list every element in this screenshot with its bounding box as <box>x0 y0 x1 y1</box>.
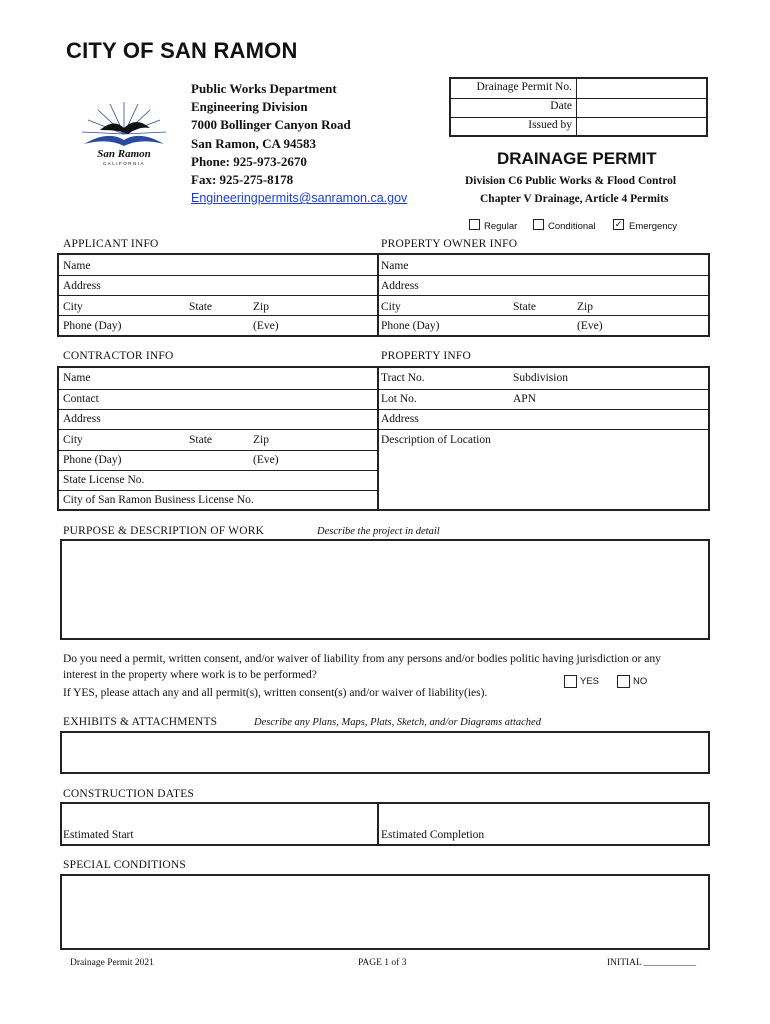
regular-checkbox[interactable] <box>469 219 480 230</box>
dept-line: San Ramon, CA 94583 <box>191 135 316 151</box>
logo-text: San Ramon <box>97 148 151 160</box>
applicant-zip-field[interactable]: Zip <box>253 301 269 313</box>
estimated-completion-field[interactable]: Estimated Completion <box>381 829 485 841</box>
owner-phone-day-field[interactable]: Phone (Day) <box>381 320 440 332</box>
yes-checkbox[interactable] <box>564 675 577 688</box>
dept-line: Fax: 925-275-8178 <box>191 172 294 188</box>
apn-field[interactable]: APN <box>513 393 537 405</box>
applicant-name-field[interactable]: Name <box>63 260 91 272</box>
no-label: NO <box>633 676 648 687</box>
contractor-business-license-field[interactable]: City of San Ramon Business License No. <box>63 494 254 506</box>
issued-by-label: Issued by <box>528 119 572 131</box>
logo-subtext: CALIFORNIA <box>102 161 146 166</box>
emergency-checkbox[interactable] <box>613 219 624 230</box>
purpose-heading: PURPOSE & DESCRIPTION OF WORK <box>63 525 265 537</box>
permit-question <box>63 651 713 683</box>
owner-city-field[interactable]: City <box>381 301 401 313</box>
dept-line: Engineering Division <box>191 99 308 115</box>
owner-state-field[interactable]: State <box>513 301 536 313</box>
question-line-1: Do you need a permit, written consent, and/or waiver of liability from any persons and/or bodies politic having jurisdiction or any <box>63 653 661 665</box>
purpose-textarea[interactable] <box>60 539 710 640</box>
conditional-label: Conditional <box>548 221 596 232</box>
question-line-2: interest in the property where work is to be performed? <box>63 669 317 681</box>
permit-no-label: Drainage Permit No. <box>476 81 572 93</box>
dept-line: Phone: 925-973-2670 <box>191 153 307 169</box>
applicant-address-field[interactable]: Address <box>63 280 101 292</box>
email-link[interactable]: Engineeringpermits@sanramon.ca.gov <box>191 191 408 206</box>
owner-address-field[interactable]: Address <box>381 280 419 292</box>
applicant-phone-eve-field[interactable]: (Eve) <box>253 320 279 332</box>
footer-initial[interactable]: INITIAL ___________ <box>607 958 697 968</box>
contractor-city-field[interactable]: City <box>63 434 83 446</box>
city-title: CITY OF SAN RAMON <box>66 38 298 63</box>
check-icon: ✓ <box>614 219 623 229</box>
construction-heading: CONSTRUCTION DATES <box>63 788 195 800</box>
no-checkbox[interactable] <box>617 675 630 688</box>
footer-page: PAGE 1 of 3 <box>358 958 407 968</box>
estimated-start-field[interactable]: Estimated Start <box>63 829 134 841</box>
exhibits-hint: Describe any Plans, Maps, Plats, Sketch, and/or Diagrams attached <box>254 717 541 728</box>
contractor-state-field[interactable]: State <box>189 434 212 446</box>
issued-by-row[interactable] <box>451 117 706 136</box>
contractor-name-field[interactable]: Name <box>63 372 91 384</box>
exhibits-heading: EXHIBITS & ATTACHMENTS <box>63 716 218 728</box>
contractor-phone-eve-field[interactable]: (Eve) <box>253 454 279 466</box>
owner-name-field[interactable]: Name <box>381 260 409 272</box>
san-ramon-logo <box>78 100 170 170</box>
property-address-field[interactable]: Address <box>381 413 419 425</box>
special-conditions-heading: SPECIAL CONDITIONS <box>63 859 186 871</box>
footer-left: Drainage Permit 2021 <box>70 958 154 968</box>
lot-no-field[interactable]: Lot No. <box>381 393 417 405</box>
permit-subtitle-2: Chapter V Drainage, Article 4 Permits <box>480 193 669 205</box>
purpose-hint: Describe the project in detail <box>317 526 440 537</box>
permit-title: DRAINAGE PERMIT <box>497 149 657 168</box>
regular-label: Regular <box>484 221 518 232</box>
special-conditions-textarea[interactable] <box>60 874 710 950</box>
contractor-heading: CONTRACTOR INFO <box>63 350 174 362</box>
conditional-checkbox[interactable] <box>533 219 544 230</box>
applicant-heading: APPLICANT INFO <box>63 238 159 250</box>
applicant-city-field[interactable]: City <box>63 301 83 313</box>
owner-zip-field[interactable]: Zip <box>577 301 593 313</box>
emergency-label: Emergency <box>629 221 678 232</box>
contractor-contact-field[interactable]: Contact <box>63 393 99 405</box>
dept-line: 7000 Bollinger Canyon Road <box>191 117 351 133</box>
permit-subtitle-1: Division C6 Public Works & Flood Control <box>465 175 677 187</box>
applicant-phone-day-field[interactable]: Phone (Day) <box>63 320 122 332</box>
contractor-zip-field[interactable]: Zip <box>253 434 269 446</box>
permit-info-table <box>449 77 708 137</box>
owner-heading: PROPERTY OWNER INFO <box>381 238 518 250</box>
location-description-field[interactable]: Description of Location <box>381 434 491 446</box>
subdivision-field[interactable]: Subdivision <box>513 372 568 384</box>
date-label: Date <box>550 100 572 112</box>
yes-label: YES <box>580 676 600 687</box>
dept-line: Public Works Department <box>191 81 337 96</box>
exhibits-textarea[interactable] <box>60 731 710 774</box>
date-row[interactable] <box>451 98 706 118</box>
question-line-3: If YES, please attach any and all permit(s), written consent(s) and/or waiver of liability(ies). <box>63 687 488 699</box>
contractor-license-field[interactable]: State License No. <box>63 474 145 486</box>
contractor-phone-day-field[interactable]: Phone (Day) <box>63 454 122 466</box>
contractor-address-field[interactable]: Address <box>63 413 101 425</box>
permit-no-row[interactable] <box>451 79 706 99</box>
applicant-state-field[interactable]: State <box>189 301 212 313</box>
department-address <box>191 80 407 207</box>
tract-no-field[interactable]: Tract No. <box>381 372 425 384</box>
owner-phone-eve-field[interactable]: (Eve) <box>577 320 603 332</box>
property-heading: PROPERTY INFO <box>381 350 471 362</box>
